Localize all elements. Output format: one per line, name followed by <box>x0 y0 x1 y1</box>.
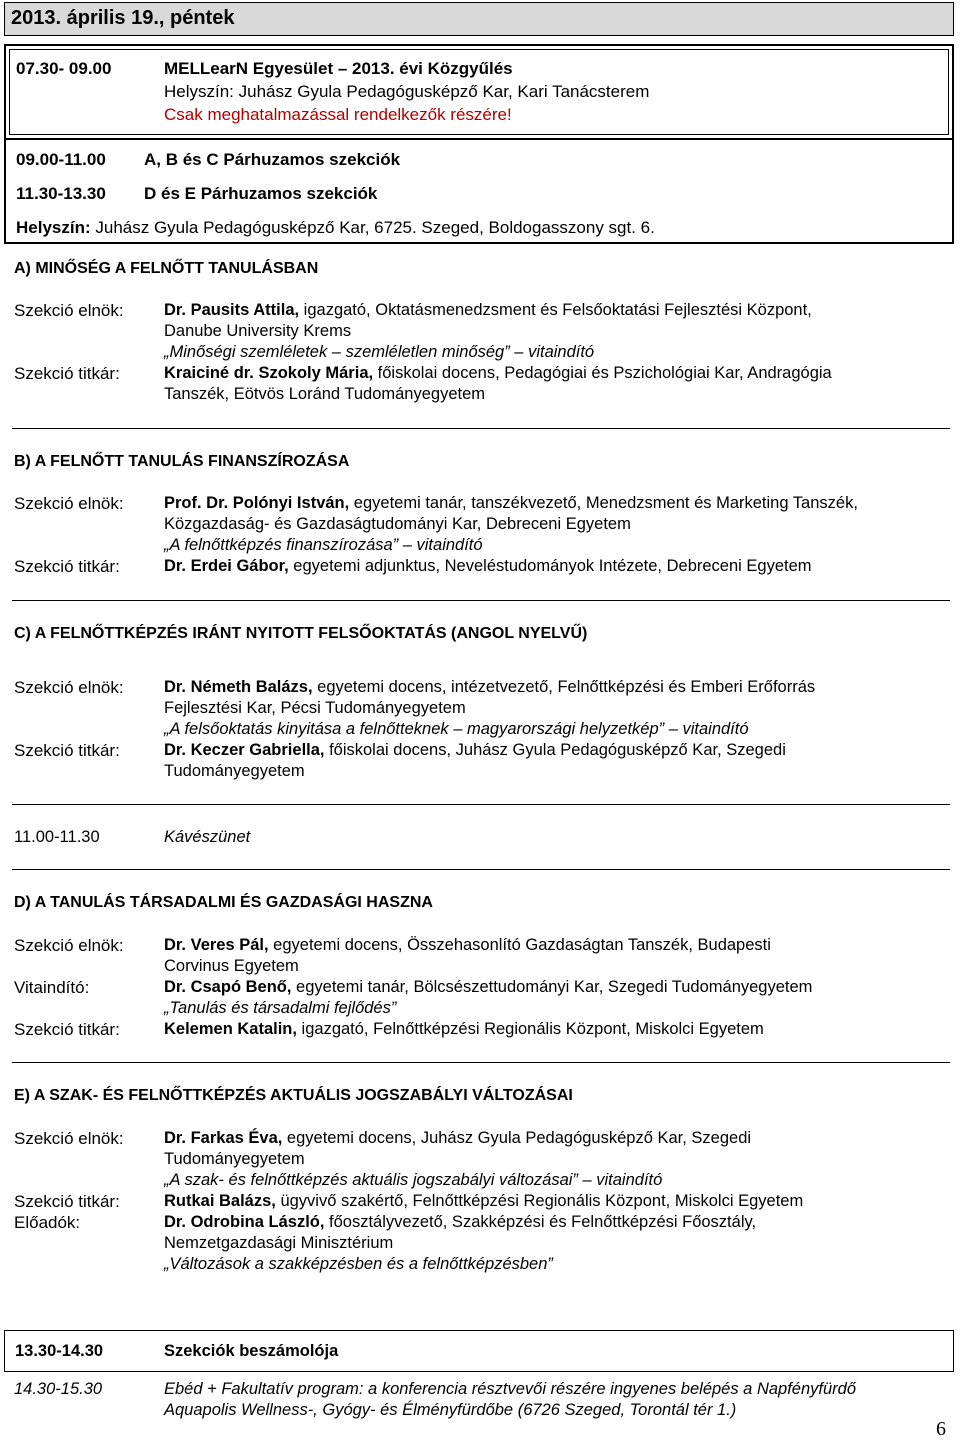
section-e-title: E) A SZAK- ÉS FELNŐTTKÉPZÉS AKTUÁLIS JOGSZABÁLYI VÁLTOZÁSAI <box>14 1087 573 1104</box>
section-a-secretary-label: Szekció titkár: <box>14 364 120 383</box>
parallel-venue-label: Helyszín: <box>16 218 91 237</box>
break-time: 11.00-11.30 <box>14 828 100 846</box>
parallel-box <box>4 140 954 244</box>
section-e-chair-name: Dr. Farkas Éva, <box>164 1129 283 1147</box>
parallel-time-2: 11.30-13.30 <box>16 184 106 203</box>
section-e-secretary-desc: ügyvivő szakértő, Felnőttképzési Regionális Központ, Miskolci Egyetem <box>275 1192 804 1210</box>
page-number: 6 <box>936 1418 946 1440</box>
section-d-title: D) A TANULÁS TÁRSADALMI ÉS GAZDASÁGI HASZNA <box>14 894 433 911</box>
section-b-chair-desc2: Közgazdaság- és Gazdaságtudományi Kar, Debreceni Egyetem <box>164 515 631 533</box>
section-e-chair <box>164 1128 751 1149</box>
section-e-talk-2: „Változások a szakképzésben és a felnőttképzésben” <box>164 1255 553 1273</box>
section-c-secretary-desc: főiskolai docens, Juhász Gyula Pedagógusképző Kar, Szegedi <box>324 741 786 759</box>
section-e-secretary-name: Rutkai Balázs, <box>164 1192 276 1210</box>
divider <box>12 600 950 601</box>
agm-note: Csak meghatalmazással rendelkezők részére! <box>164 105 512 124</box>
section-b-title: B) A FELNŐTT TANULÁS FINANSZÍROZÁSA <box>14 453 350 470</box>
section-b-chair <box>164 493 858 514</box>
section-c-secretary-label: Szekció titkár: <box>14 741 120 760</box>
section-b-secretary-desc: egyetemi adjunktus, Neveléstudományok Intézete, Debreceni Egyetem <box>288 557 812 575</box>
parallel-venue <box>16 217 655 238</box>
section-b-chair-desc: egyetemi tanár, tanszékvezető, Menedzsment és Marketing Tanszék, <box>349 494 858 512</box>
section-c-secretary-desc2: Tudományegyetem <box>164 762 305 780</box>
section-b-secretary <box>164 556 812 577</box>
section-b-chair-name: Prof. Dr. Polónyi István, <box>164 494 350 512</box>
section-e-speaker-name: Dr. Odrobina László, <box>164 1213 325 1231</box>
section-a-talk: „Minőségi szemléletek – szemléletlen minőség” – vitaindító <box>164 343 595 361</box>
divider <box>12 869 950 870</box>
section-e-secretary <box>164 1191 803 1212</box>
section-d-opener-name: Dr. Csapó Benő, <box>164 978 292 996</box>
date-header <box>4 2 954 36</box>
section-c-talk: „A felsőoktatás kinyitása a felnőtteknek – magyarországi helyzetkép” – vitaindító <box>164 720 749 738</box>
section-a-title: A) MINŐSÉG A FELNŐTT TANULÁSBAN <box>14 260 319 277</box>
section-a-chair <box>164 300 812 321</box>
section-a-secretary-desc2: Tanszék, Eötvös Loránd Tudományegyetem <box>164 385 486 403</box>
section-b-secretary-label: Szekció titkár: <box>14 557 120 576</box>
section-c-secretary <box>164 740 786 761</box>
section-a-chair-name: Dr. Pausits Attila, <box>164 301 300 319</box>
section-b-talk: „A felnőttképzés finanszírozása” – vitaindító <box>164 536 483 554</box>
section-e-speaker <box>164 1212 756 1233</box>
section-d-opener-desc: egyetemi tanár, Bölcsészettudományi Kar, Szegedi Tudományegyetem <box>291 978 813 996</box>
section-a-chair-desc: igazgató, Oktatásmenedzsment és Felsőoktatási Fejlesztési Központ, <box>299 301 812 319</box>
parallel-venue-text: Juhász Gyula Pedagógusképző Kar, 6725. Szeged, Boldogasszony sgt. 6. <box>95 218 655 237</box>
section-d-chair-label: Szekció elnök: <box>14 936 124 955</box>
section-e-chair-desc2: Tudományegyetem <box>164 1150 305 1168</box>
section-b-chair-label: Szekció elnök: <box>14 494 124 513</box>
section-e-secretary-label: Szekció titkár: <box>14 1192 120 1211</box>
parallel-text-1: A, B és C Párhuzamos szekciók <box>144 150 401 169</box>
section-d-chair <box>164 935 771 956</box>
agm-time: 07.30- 09.00 <box>16 59 112 78</box>
date-title: 2013. április 19., péntek <box>11 7 235 29</box>
section-c-title: C) A FELNŐTTKÉPZÉS IRÁNT NYITOTT FELSŐOKTATÁS (ANGOL NYELVŰ) <box>14 625 588 642</box>
section-d-secretary-label: Szekció titkár: <box>14 1020 120 1039</box>
section-c-chair-name: Dr. Németh Balázs, <box>164 678 313 696</box>
section-d-chair-desc: egyetemi docens, Összehasonlító Gazdaságtan Tanszék, Budapesti <box>268 936 771 954</box>
section-b-secretary-name: Dr. Erdei Gábor, <box>164 557 289 575</box>
section-c-chair-desc: egyetemi docens, intézetvezető, Felnőttképzési és Emberi Erőforrás <box>312 678 816 696</box>
section-a-secretary-name: Kraiciné dr. Szokoly Mária, <box>164 364 374 382</box>
reports-time: 13.30-14.30 <box>15 1342 104 1360</box>
section-c-chair-desc2: Fejlesztési Kar, Pécsi Tudományegyetem <box>164 699 466 717</box>
lunch-text-1: Ebéd + Fakultatív program: a konferencia résztvevői részére ingyenes belépés a Napfényfürdő <box>164 1380 857 1398</box>
lunch-text-2: Aquapolis Wellness-, Gyógy- és Élményfürdőbe (6726 Szeged, Torontál tér 1.) <box>164 1401 737 1419</box>
section-a-secretary-desc: főiskolai docens, Pedagógiai és Pszichológiai Kar, Andragógia <box>373 364 832 382</box>
parallel-text-2: D és E Párhuzamos szekciók <box>144 184 378 203</box>
section-c-chair <box>164 677 815 698</box>
section-e-chair-label: Szekció elnök: <box>14 1129 124 1148</box>
section-d-secretary-desc: igazgató, Felnőttképzési Regionális Központ, Miskolci Egyetem <box>296 1020 764 1038</box>
section-d-secretary-name: Kelemen Katalin, <box>164 1020 297 1038</box>
agm-title: MELLearN Egyesület – 2013. évi Közgyűlés <box>164 59 513 78</box>
section-a-secretary <box>164 363 832 384</box>
reports-text: Szekciók beszámolója <box>164 1342 339 1360</box>
section-c-secretary-name: Dr. Keczer Gabriella, <box>164 741 325 759</box>
divider <box>12 1062 950 1063</box>
section-e-speaker-desc2: Nemzetgazdasági Minisztérium <box>164 1234 394 1252</box>
section-d-secretary <box>164 1019 764 1040</box>
section-d-chair-desc2: Corvinus Egyetem <box>164 957 299 975</box>
section-a-chair-desc2: Danube University Krems <box>164 322 352 340</box>
agm-box <box>4 44 954 140</box>
section-c-chair-label: Szekció elnök: <box>14 678 124 697</box>
parallel-time-1: 09.00-11.00 <box>16 150 106 169</box>
section-e-speaker-desc: főosztályvezető, Szakképzési és Felnőttképzési Főosztály, <box>324 1213 757 1231</box>
section-d-opener <box>164 977 812 998</box>
section-e-talk-1: „A szak- és felnőttképzés aktuális jogszabályi változásai” – vitaindító <box>164 1171 663 1189</box>
reports-box <box>4 1330 954 1372</box>
break-text: Kávészünet <box>164 828 251 846</box>
divider <box>12 804 950 805</box>
section-d-chair-name: Dr. Veres Pál, <box>164 936 269 954</box>
section-e-speakers-label: Előadók: <box>14 1213 81 1232</box>
agm-venue: Helyszín: Juhász Gyula Pedagógusképző Kar, Kari Tanácsterem <box>164 82 650 101</box>
section-e-chair-desc: egyetemi docens, Juhász Gyula Pedagógusképző Kar, Szegedi <box>282 1129 752 1147</box>
divider <box>12 428 950 429</box>
lunch-time: 14.30-15.30 <box>14 1380 103 1398</box>
section-d-opener-label: Vitaindító: <box>14 978 90 997</box>
section-d-talk: „Tanulás és társadalmi fejlődés” <box>164 999 397 1017</box>
section-a-chair-label: Szekció elnök: <box>14 301 124 320</box>
